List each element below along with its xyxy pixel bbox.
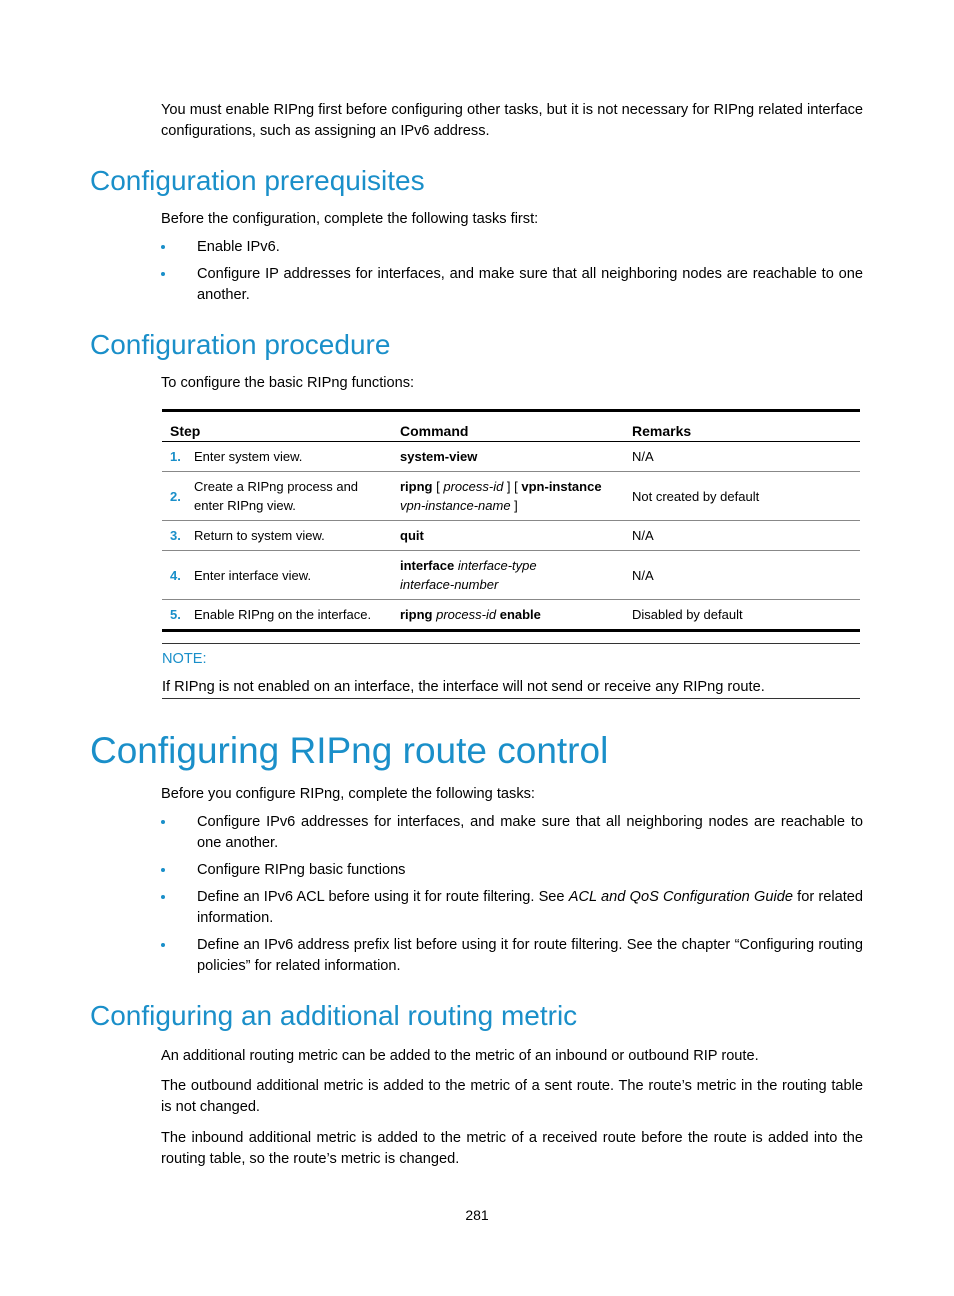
- step-remarks: N/A: [624, 442, 860, 472]
- bullet-icon: [161, 272, 165, 276]
- list-item: Enable IPv6.: [161, 237, 863, 258]
- step-number: 4.: [162, 551, 190, 600]
- step-command: quit: [392, 521, 624, 551]
- command-table: [162, 409, 860, 632]
- heading-configuring-additional-routing-metric: Configuring an additional routing metric: [90, 1000, 578, 1031]
- step-command: ripng [ process-id ] [ vpn-instance vpn-instance-name ]: [392, 472, 624, 521]
- bullet-icon: [161, 943, 165, 947]
- step-number: 3.: [162, 521, 190, 551]
- table-row: [162, 600, 860, 631]
- procedure-lead: To configure the basic RIPng functions:: [161, 375, 415, 391]
- list-item: Configure RIPng basic functions: [161, 860, 863, 881]
- metric-paragraph-3: The inbound additional metric is added to the metric of a received route before the route is added into the routing table, so the route’s metric is changed.: [161, 1130, 863, 1167]
- step-number: 1.: [162, 442, 190, 472]
- bullet-icon: [161, 820, 165, 824]
- table-row: [162, 472, 860, 521]
- step-description: Create a RIPng process and enter RIPng view.: [190, 472, 392, 521]
- step-command: system-view: [392, 442, 624, 472]
- heading-configuration-procedure: Configuration procedure: [90, 329, 391, 360]
- step-remarks: N/A: [624, 551, 860, 600]
- column-header-command: Command: [392, 411, 624, 442]
- column-header-step: Step: [162, 411, 392, 442]
- metric-paragraph-2: The outbound additional metric is added to the metric of a sent route. The route’s metric in the routing table is not changed.: [161, 1078, 863, 1115]
- step-description: Enter interface view.: [190, 551, 392, 600]
- note-text: If RIPng is not enabled on an interface, the interface will not send or receive any RIPng route.: [162, 679, 765, 695]
- heading-configuring-ripng-route-control: Configuring RIPng route control: [90, 730, 609, 771]
- step-command: ripng process-id enable: [392, 600, 624, 631]
- table-row: [162, 551, 860, 600]
- table-row: [162, 442, 860, 472]
- step-number: 5.: [162, 600, 190, 631]
- guide-reference: ACL and QoS Configuration Guide: [568, 889, 793, 905]
- heading-configuration-prerequisites: Configuration prerequisites: [90, 165, 425, 196]
- table-row: [162, 521, 860, 551]
- intro-paragraph: You must enable RIPng first before configuring other tasks, but it is not necessary for RIPng related interface configurations, such as assigning an IPv6 address.: [161, 102, 863, 139]
- list-item: Define an IPv6 ACL before using it for route filtering. See ACL and QoS Configuration Guide for related information.: [161, 887, 863, 929]
- route-control-list: [161, 812, 863, 983]
- note-label: NOTE:: [162, 651, 207, 667]
- route-control-lead: Before you configure RIPng, complete the following tasks:: [161, 786, 535, 802]
- bullet-icon: [161, 868, 165, 872]
- list-item: Configure IPv6 addresses for interfaces, and make sure that all neighboring nodes are reachable to one another.: [161, 812, 863, 854]
- step-remarks: N/A: [624, 521, 860, 551]
- step-number: 2.: [162, 472, 190, 521]
- step-command: interface interface-type interface-number: [392, 551, 624, 600]
- step-description: Return to system view.: [190, 521, 392, 551]
- list-item: Configure IP addresses for interfaces, and make sure that all neighboring nodes are reachable to one another.: [161, 264, 863, 306]
- list-item: Define an IPv6 address prefix list before using it for route filtering. See the chapter “Configuring routing policies” for related information.: [161, 935, 863, 977]
- page-number: 281: [465, 1207, 489, 1223]
- note-box: [162, 643, 860, 699]
- prereq-lead: Before the configuration, complete the following tasks first:: [161, 211, 539, 227]
- bullet-icon: [161, 895, 165, 899]
- step-description: Enable RIPng on the interface.: [190, 600, 392, 631]
- step-remarks: Disabled by default: [624, 600, 860, 631]
- step-description: Enter system view.: [190, 442, 392, 472]
- column-header-remarks: Remarks: [624, 411, 860, 442]
- step-remarks: Not created by default: [624, 472, 860, 521]
- bullet-icon: [161, 245, 165, 249]
- metric-paragraph-1: An additional routing metric can be added to the metric of an inbound or outbound RIP route.: [161, 1048, 759, 1064]
- prereq-list: [161, 237, 863, 312]
